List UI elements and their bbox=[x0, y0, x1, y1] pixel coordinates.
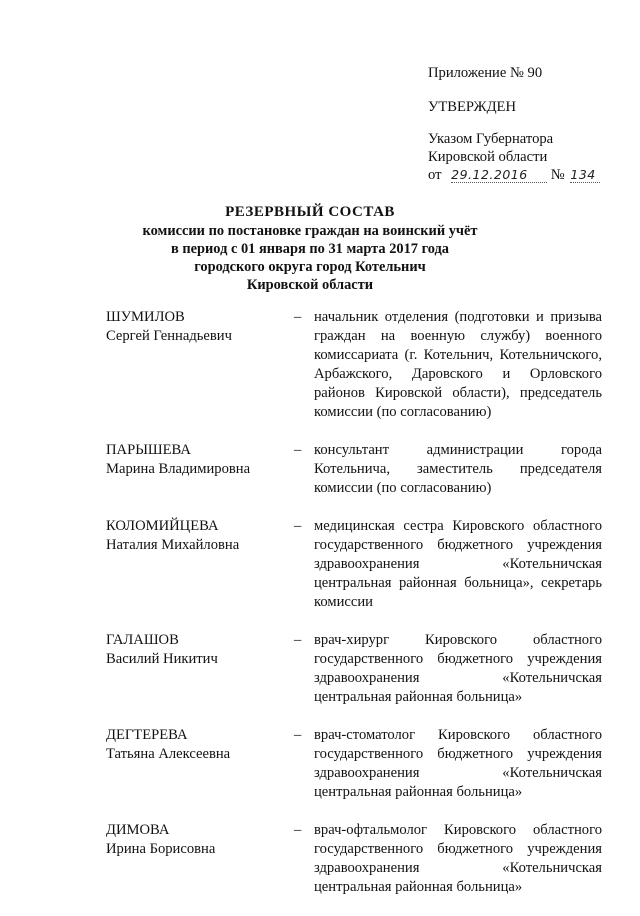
member-position: врач-офтальмолог Кировского областного государственного бюджетного учреждения здравоохранения «Котельничская центральная районная больница» bbox=[314, 822, 602, 895]
member-item bbox=[106, 726, 602, 802]
member-position: консультант администрации города Котельнича, заместитель председателя комиссии (по согласованию) bbox=[314, 442, 602, 496]
member-dash: – bbox=[294, 632, 302, 648]
appendix-label: Приложение № 90 bbox=[428, 65, 543, 81]
member-position: медицинская сестра Кировского областного государственного бюджетного учреждения здравоохранения «Котельничская центральная районная больница», секретарь комиссии bbox=[314, 518, 602, 610]
member-item bbox=[106, 441, 602, 498]
approval-block bbox=[428, 64, 628, 184]
member-position: начальник отделения (подготовки и призыва граждан на военную службу) военного комиссариата (г. Котельнич, Котельничского, Арбажского, Даровского и Орловского районов Кировской области), председатель комиссии (по согласованию) bbox=[314, 309, 602, 420]
approved-label: УТВЕРЖДЕН bbox=[428, 99, 516, 115]
title-line-3: городского округа город Котельнич bbox=[194, 259, 426, 275]
member-given-name: Ирина Борисовна bbox=[106, 841, 216, 857]
member-name-block bbox=[106, 308, 286, 346]
member-position: врач-хирург Кировского областного государственного бюджетного учреждения здравоохранения «Котельничская центральная районная больница» bbox=[314, 632, 602, 705]
member-item bbox=[106, 631, 602, 707]
title-line-2: в период с 01 января по 31 марта 2017 года bbox=[170, 241, 450, 257]
member-dash: – bbox=[294, 822, 302, 838]
member-given-name: Марина Владимировна bbox=[106, 461, 251, 477]
member-dash: – bbox=[294, 727, 302, 743]
member-name-block bbox=[106, 631, 286, 669]
member-given-name: Василий Никитич bbox=[106, 651, 218, 667]
title-line-4: Кировской области bbox=[246, 277, 374, 293]
handwritten-number: 134 bbox=[570, 168, 600, 183]
member-dash: – bbox=[294, 309, 302, 325]
number-prefix: № bbox=[550, 167, 565, 183]
decree-line-1: Указом Губернатора bbox=[428, 131, 554, 147]
member-item bbox=[106, 821, 602, 897]
member-list bbox=[106, 308, 602, 916]
member-surname: ШУМИЛОВ bbox=[106, 309, 185, 325]
member-surname: ДЕГТЕРЕВА bbox=[106, 727, 188, 743]
member-name-block bbox=[106, 441, 286, 479]
title-main: РЕЗЕРВНЫЙ СОСТАВ bbox=[225, 204, 395, 220]
member-name-block bbox=[106, 517, 286, 555]
member-name-block bbox=[106, 821, 286, 859]
member-dash: – bbox=[294, 442, 302, 458]
member-dash: – bbox=[294, 518, 302, 534]
member-surname: ПАРЫШЕВА bbox=[106, 442, 191, 458]
member-given-name: Наталия Михайловна bbox=[106, 537, 240, 553]
member-position: врач-стоматолог Кировского областного государственного бюджетного учреждения здравоохранения «Котельничская центральная районная больница» bbox=[314, 727, 602, 800]
date-prefix: от bbox=[428, 167, 442, 183]
member-surname: ГАЛАШОВ bbox=[106, 632, 179, 648]
handwritten-date: 29.12.2016 bbox=[451, 168, 547, 183]
member-surname: ДИМОВА bbox=[106, 822, 170, 838]
member-given-name: Сергей Геннадьевич bbox=[106, 328, 232, 344]
title-line-1: комиссии по постановке граждан на воинский учёт bbox=[142, 223, 478, 239]
member-given-name: Татьяна Алексеевна bbox=[106, 746, 231, 762]
member-name-block bbox=[106, 726, 286, 764]
member-item bbox=[106, 517, 602, 612]
decree-date-line bbox=[428, 166, 628, 184]
member-surname: КОЛОМИЙЦЕВА bbox=[106, 518, 219, 534]
member-item bbox=[106, 308, 602, 422]
decree-line-2: Кировской области bbox=[428, 149, 548, 165]
document-title bbox=[100, 203, 520, 294]
